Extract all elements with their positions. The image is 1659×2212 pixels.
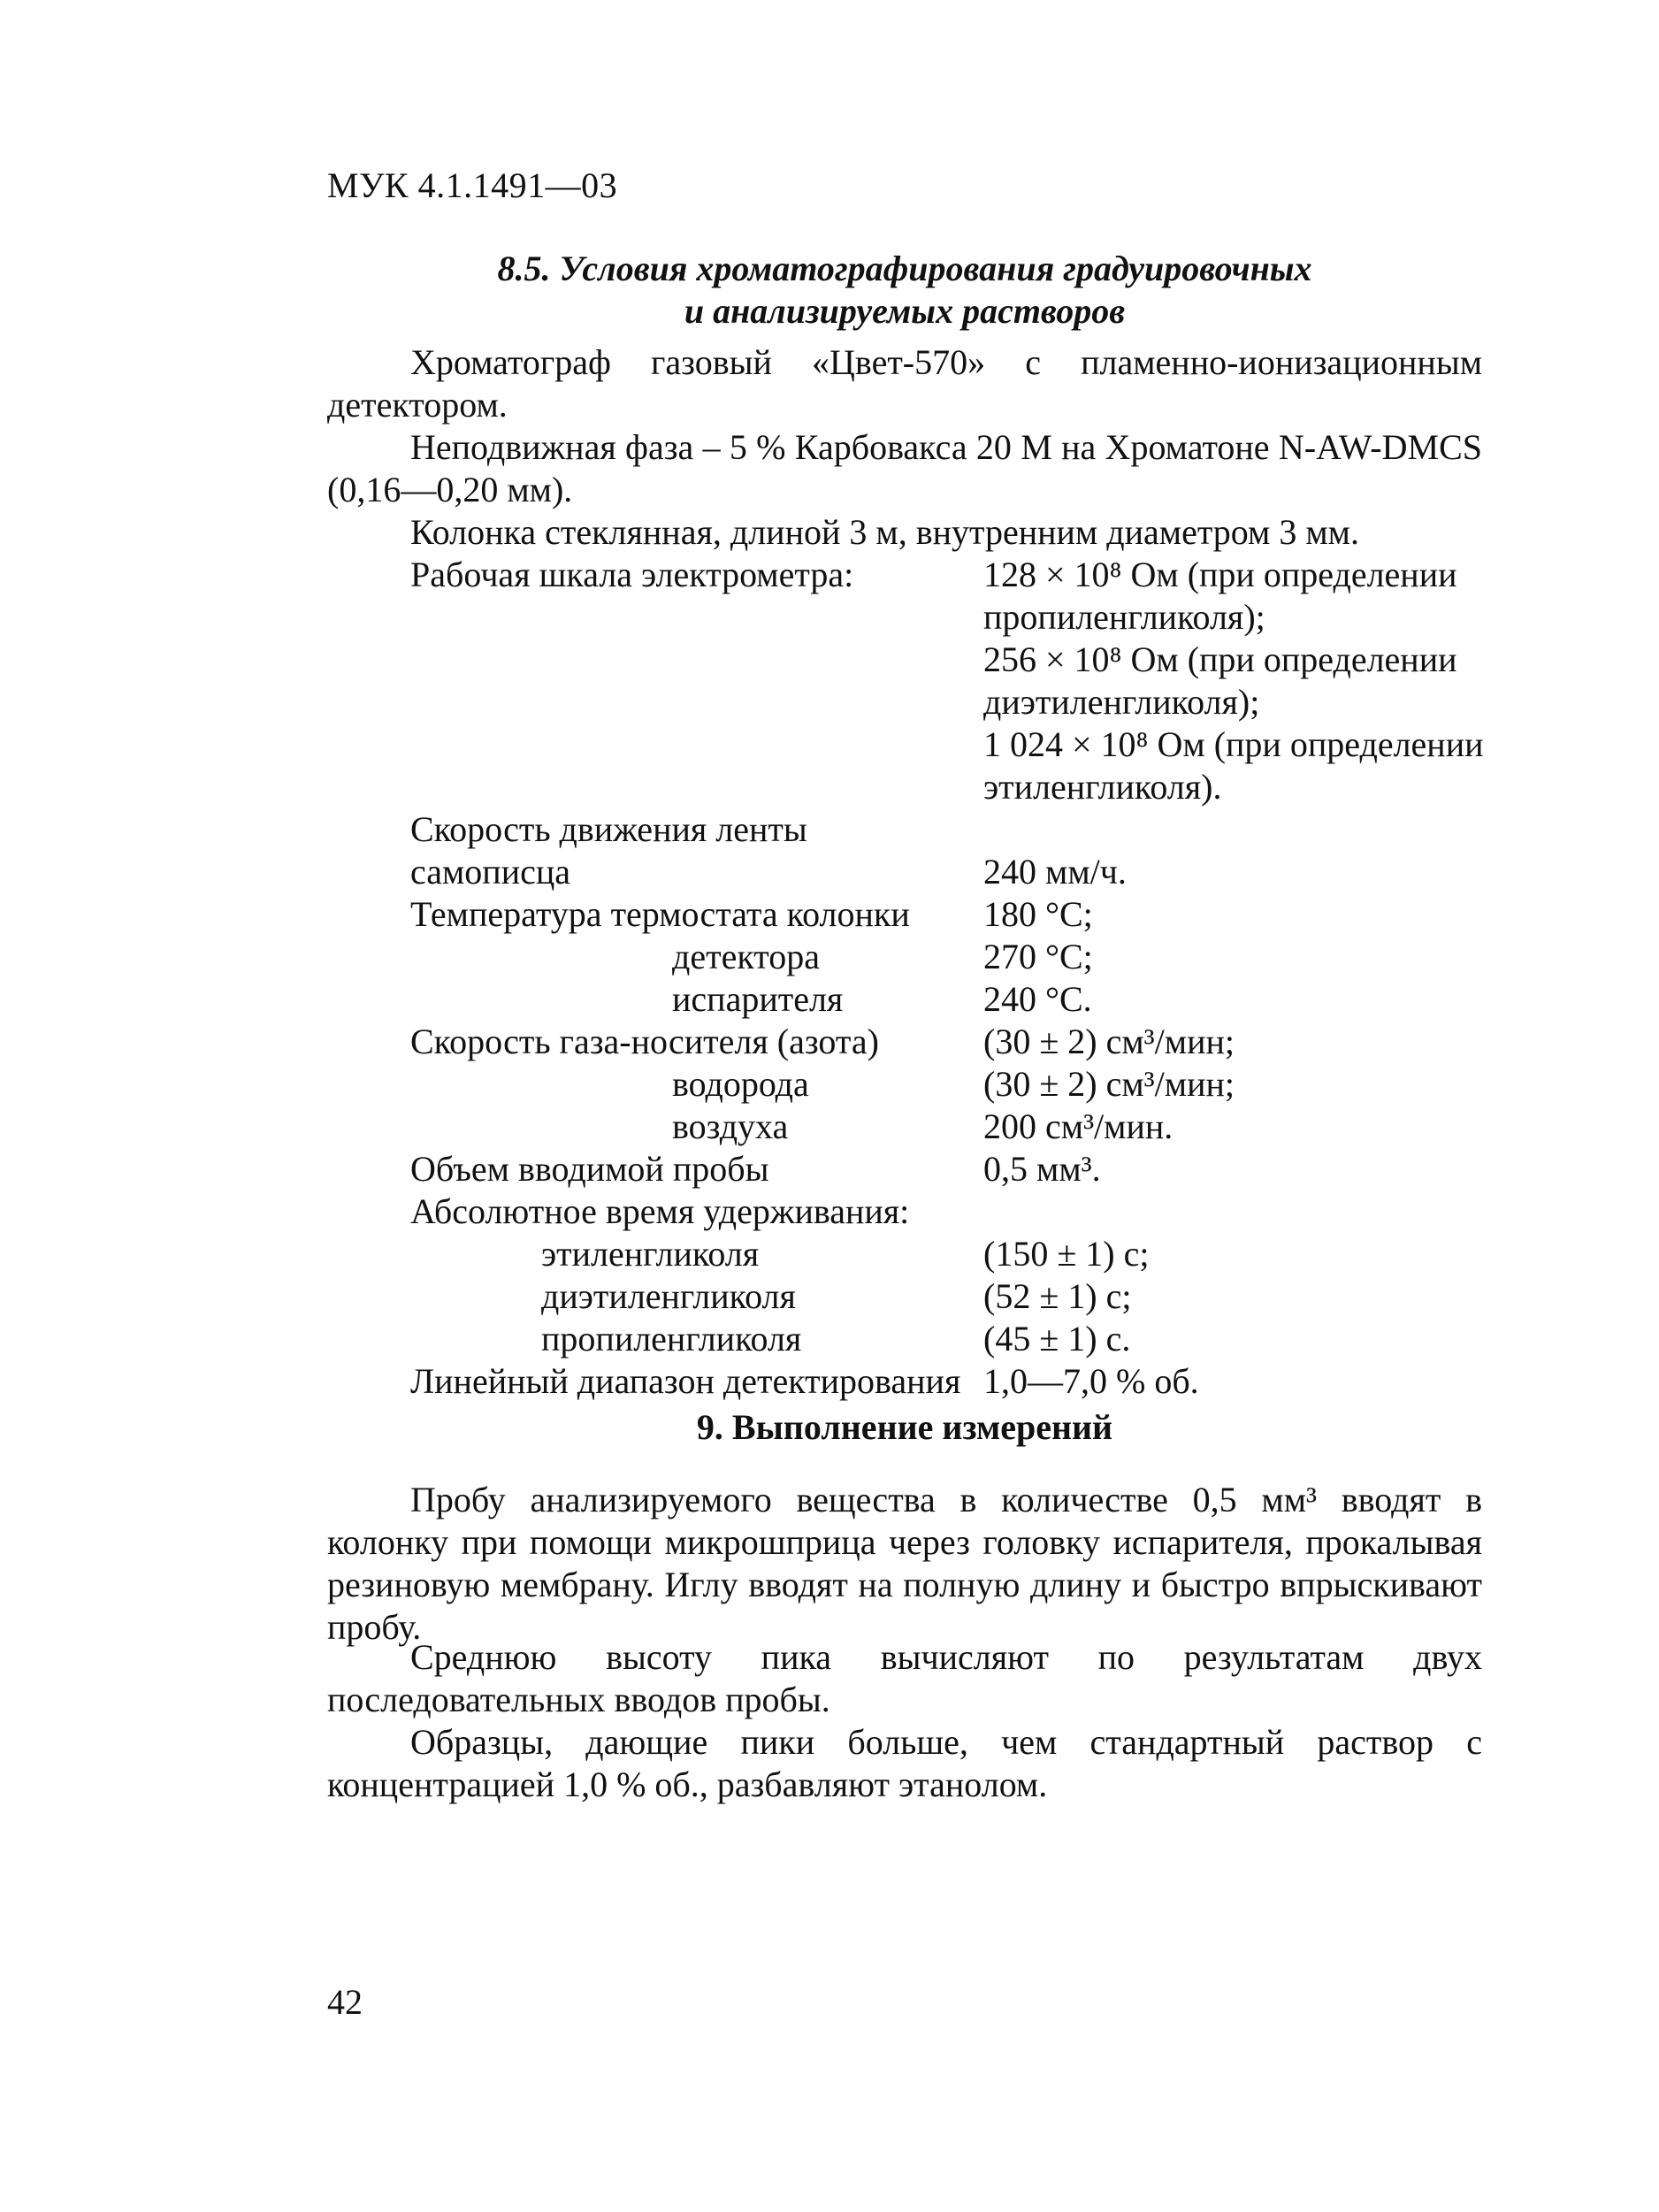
section-8-5-title-line2: и анализируемых растворов (684, 291, 1126, 331)
detector-temp-value: 270 °С; (983, 937, 1093, 976)
diethylene-glycol-value: (52 ± 1) с; (983, 1276, 1132, 1316)
electrometer-value-5: 1 024 × 10⁸ Ом (при определении (983, 724, 1484, 764)
hydrogen-label: водорода (672, 1064, 809, 1104)
section-8-5-title-line1: 8.5. Условия хроматографирования градуировочных (497, 249, 1312, 288)
linear-range-label: Линейный диапазон детектирования (410, 1361, 961, 1401)
electrometer-value-2: пропиленгликоля); (983, 597, 1265, 637)
detector-temp-label: детектора (672, 937, 820, 976)
evaporator-temp-value: 240 °С. (983, 979, 1092, 1019)
air-label: воздуха (672, 1106, 789, 1146)
carrier-gas-label: Скорость газа-носителя (азота) (410, 1022, 879, 1061)
electrometer-value-6: этиленгликоля). (983, 767, 1222, 807)
section-8-5-title (327, 248, 1482, 333)
tape-speed-label-line2: самописца (410, 852, 571, 892)
ethylene-glycol-label: этиленгликоля (541, 1234, 760, 1274)
ethylene-glycol-value: (150 ± 1) с; (983, 1234, 1150, 1274)
sample-volume-value: 0,5 мм³. (983, 1149, 1101, 1189)
tape-speed-value: 240 мм/ч. (983, 852, 1127, 892)
document-code: МУК 4.1.1491—03 (327, 165, 618, 205)
tape-speed-label-line1: Скорость движения ленты (410, 809, 807, 849)
sample-injection-paragraph: Пробу анализируемого вещества в количестве 0,5 мм³ вводят в колонку при помощи микрошприца через головку испарителя, прокалывая резиновую мембрану. Иглу вводят на полную длину и быстро впрыскивают пробу. (327, 1480, 1482, 1647)
propylene-glycol-label: пропиленгликоля (541, 1319, 802, 1359)
air-value: 200 см³/мин. (983, 1106, 1174, 1146)
hydrogen-value: (30 ± 2) см³/мин; (983, 1064, 1235, 1104)
linear-range-value: 1,0—7,0 % об. (983, 1361, 1199, 1401)
page-number: 42 (327, 1982, 363, 2022)
column-temp-value: 180 °С; (983, 894, 1093, 934)
propylene-glycol-value: (45 ± 1) с. (983, 1319, 1131, 1359)
evaporator-temp-label: испарителя (672, 979, 844, 1019)
column-paragraph: Колонка стеклянная, длиной 3 м, внутренним диаметром 3 мм. (410, 512, 1359, 552)
carrier-gas-value: (30 ± 2) см³/мин; (983, 1022, 1235, 1061)
peak-height-paragraph: Среднюю высоту пика вычисляют по результатам двух последовательных вводов пробы. (327, 1637, 1482, 1719)
chromatograph-paragraph: Хроматограф газовый «Цвет-570» с пламенно-ионизационным детектором. (327, 342, 1482, 425)
section-9-title: 9. Выполнение измерений (696, 1407, 1113, 1447)
sample-volume-label: Объем вводимой пробы (410, 1149, 769, 1189)
retention-time-label: Абсолютное время удерживания: (410, 1191, 910, 1231)
dilution-paragraph: Образцы, дающие пики больше, чем стандартный раствор с концентрацией 1,0 % об., разбавляют этанолом. (327, 1722, 1482, 1804)
electrometer-value-4: диэтиленгликоля); (983, 682, 1260, 722)
electrometer-label: Рабочая шкала электрометра: (410, 555, 854, 594)
column-temp-label: Температура термостата колонки (410, 894, 910, 934)
diethylene-glycol-label: диэтиленгликоля (541, 1276, 796, 1316)
stationary-phase-paragraph: Неподвижная фаза – 5 % Карбовакса 20 М на Хроматоне N-AW-DMCS (0,16—0,20 мм). (327, 427, 1482, 509)
electrometer-value-1: 128 × 10⁸ Ом (при определении (983, 555, 1457, 594)
electrometer-value-3: 256 × 10⁸ Ом (при определении (983, 639, 1457, 679)
